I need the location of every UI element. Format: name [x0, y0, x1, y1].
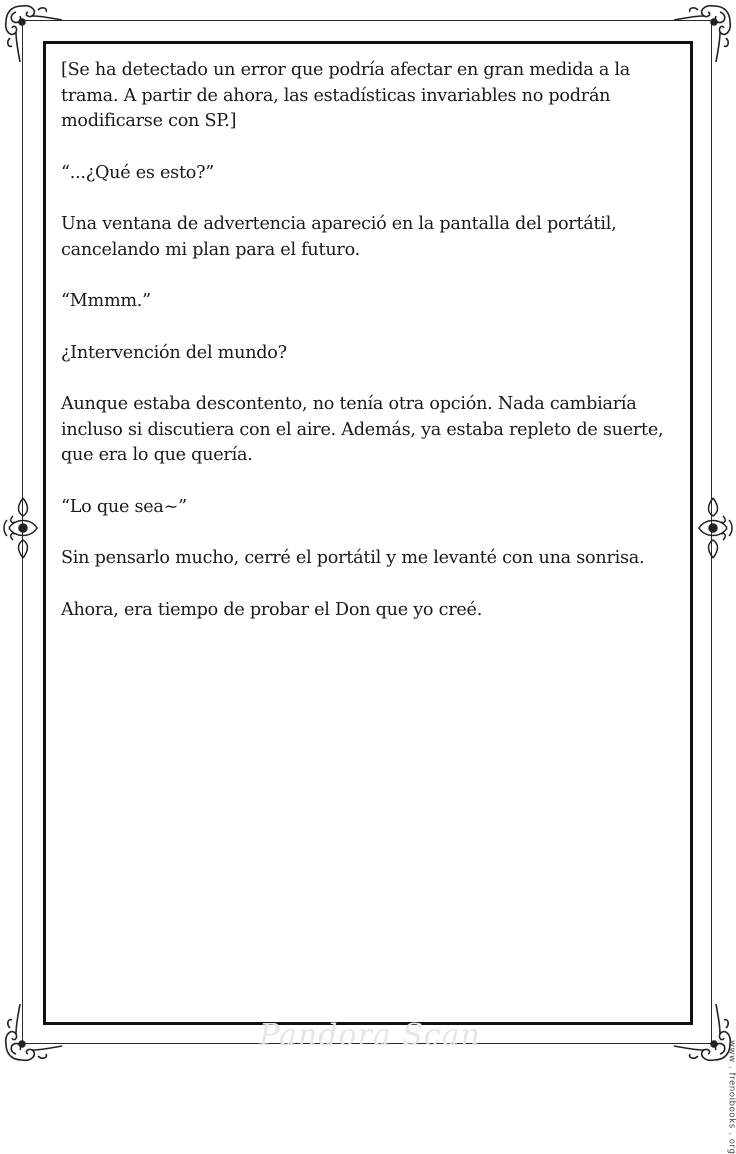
paragraph: Ahora, era tiempo de probar el Don que yo creé.: [61, 599, 483, 620]
side-flourish-icon: [693, 496, 733, 560]
site-credit: www . frenoibooks . org: [726, 1040, 736, 1154]
paragraph: [Se ha detectado un error que podría afectar en gran medida a la trama. A partir de ahora, las estadísticas invariables no podrán modificarse con SP.]: [61, 60, 631, 131]
corner-flourish-icon: [668, 2, 734, 68]
paragraph: “...¿Qué es esto?”: [61, 162, 215, 183]
corner-flourish-icon: [2, 2, 68, 68]
watermark: Pandora Scan: [259, 1018, 481, 1053]
side-flourish-icon: [3, 496, 43, 560]
paragraph: Una ventana de advertencia apareció en la pantalla del portátil, cancelando mi plan para el futuro.: [61, 214, 617, 260]
paragraph: ¿Intervención del mundo?: [61, 342, 287, 363]
paragraph: “Lo que sea~”: [61, 496, 187, 517]
document-body: [61, 58, 676, 649]
paragraph: Aunque estaba descontento, no tenía otra opción. Nada cambiaría incluso si discutiera con el aire. Además, ya estaba repleto de suerte, que era lo que quería.: [61, 394, 664, 465]
paragraph: Sin pensarlo mucho, cerré el portátil y me levanté con una sonrisa.: [61, 548, 645, 568]
corner-flourish-icon: [2, 998, 68, 1064]
corner-flourish-icon: [668, 998, 734, 1064]
paragraph: “Mmmm.”: [61, 291, 151, 311]
